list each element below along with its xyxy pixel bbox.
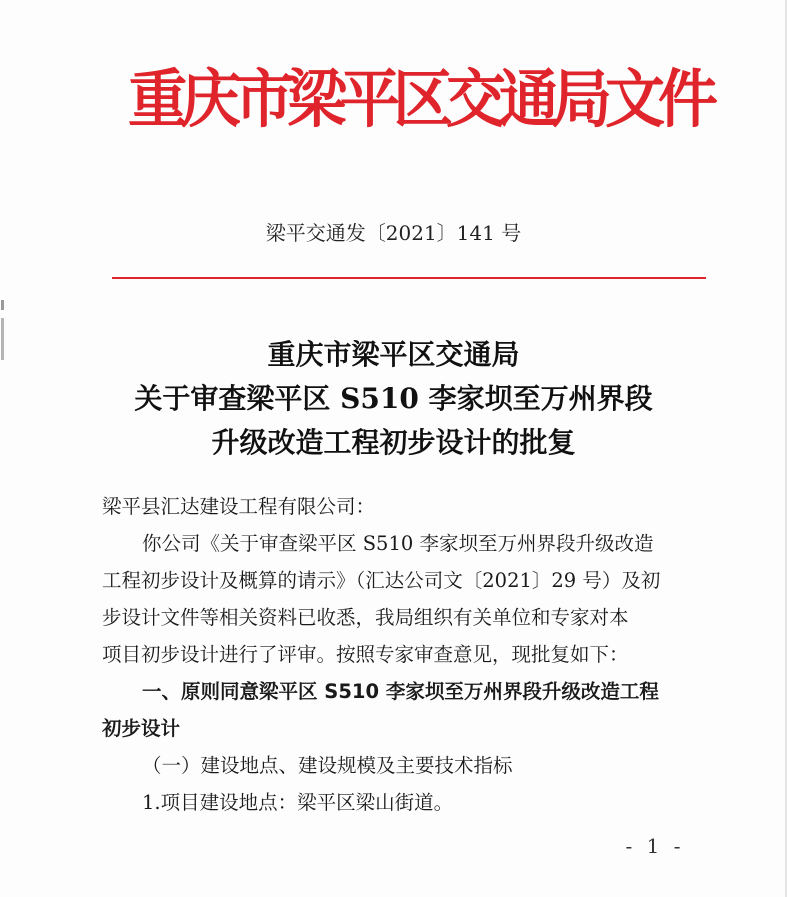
section-heading: 一、原则同意梁平区 S510 李家坝至万州界段升级改造工程 (142, 680, 659, 703)
section-heading-continued: 初步设计 (102, 717, 181, 740)
title-line-1: 重庆市梁平区交通局 (267, 338, 520, 371)
paragraph-line: 项目初步设计进行了评审。按照专家审查意见，现批复如下： (102, 643, 629, 666)
red-divider-line (112, 277, 706, 279)
paragraph-line: 你公司《关于审查梁平区 S510 李家坝至万州界段升级改造 (142, 532, 654, 555)
paragraph-line: 步设计文件等相关资料已收悉，我局组织有关单位和专家对本 (102, 606, 629, 629)
addressee: 梁平县汇达建设工程有限公司： (102, 495, 376, 518)
title-line-3: 升级改造工程初步设计的批复 (211, 426, 576, 459)
document-number: 梁平交通发〔2021〕141 号 (265, 221, 522, 245)
scan-mark (1, 300, 4, 310)
document-body (102, 488, 692, 821)
page-number: - 1 - (625, 834, 685, 858)
title-line-2: 关于审查梁平区 S510 李家坝至万州界段 (134, 382, 653, 415)
subsection-heading: （一）建设地点、建设规模及主要技术指标 (142, 754, 513, 777)
list-item: 1.项目建设地点：梁平区梁山街道。 (142, 791, 454, 814)
paragraph-line: 工程初步设计及概算的请示》（汇达公司文〔2021〕29 号）及初 (102, 569, 661, 592)
issuer-header-title: 重庆市梁平区交通局文件 (128, 63, 711, 137)
document-title (0, 333, 787, 465)
